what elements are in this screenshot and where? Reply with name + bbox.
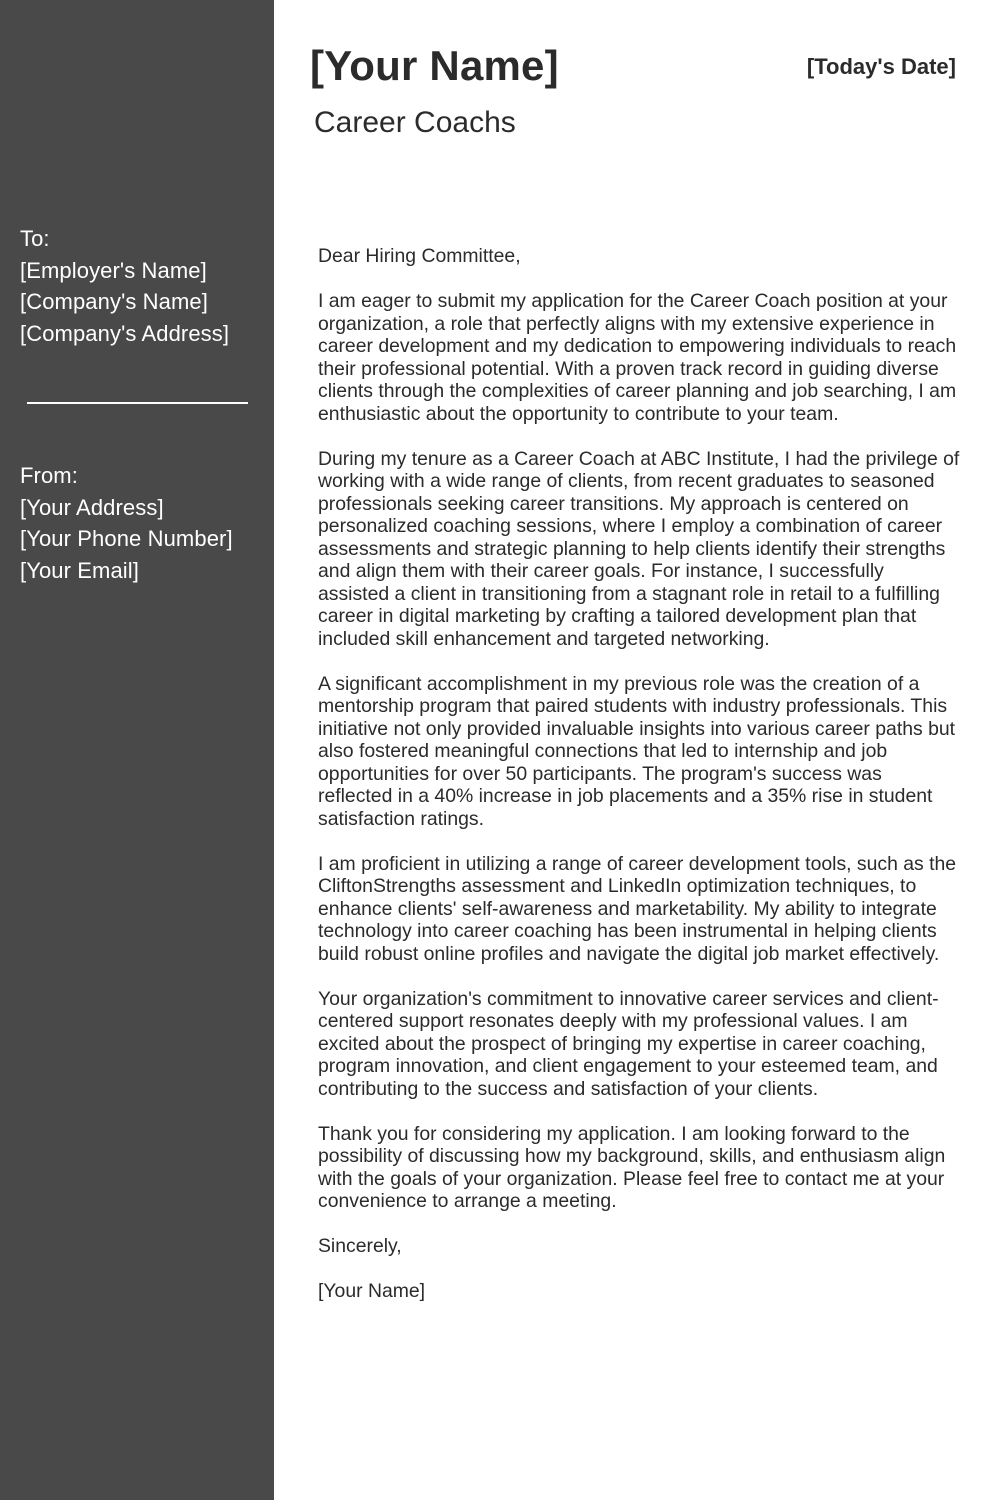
applicant-name: [Your Name] (310, 42, 559, 89)
company-name: [Company's Name] (20, 289, 208, 314)
sender-phone: [Your Phone Number] (20, 526, 233, 551)
paragraph-accomplishment: A significant accomplishment in my previous role was the creation of a mentorship program that paired students with industry professionals. This initiative not only provided invaluable insights into various career paths but also fostered meaningful connections that led to internship and job opportunities for over 50 participants. The program's success was reflected in a 40% increase in job placements and a 35% rise in student satisfaction ratings. (318, 672, 956, 830)
company-address: [Company's Address] (20, 320, 230, 346)
recipient-block (20, 223, 229, 349)
signature: [Your Name] (318, 1280, 426, 1302)
from-label: From: (20, 463, 78, 488)
sender-block (20, 460, 233, 586)
job-title: Career Coachs (314, 106, 516, 139)
sender-email: [Your Email] (20, 557, 139, 583)
sidebar-divider (27, 402, 248, 404)
salutation: Dear Hiring Committee, (318, 245, 521, 267)
sender-address: [Your Address] (20, 494, 164, 520)
paragraph-intro: I am eager to submit my application for the Career Coach position at your organization, a role that perfectly aligns with my extensive experience in career development and my dedication to empowering individuals to reach their professional potential. With a proven track record in guiding diverse clients through the complexities of career planning and job searching, I am enthusiastic about the opportunity to contribute to your team. (318, 290, 957, 425)
to-label: To: (20, 226, 50, 251)
paragraph-experience: During my tenure as a Career Coach at ABC Institute, I had the privilege of working with a wide range of clients, from recent graduates to seasoned professionals seeking career transitions. My approach is centered on personalized coaching sessions, where I employ a combination of career assessments and strategic planning to help clients identify their strengths and align them with their career goals. For instance, I successfully assisted a client in transitioning from a stagnant role in retail to a fulfilling career in digital marketing by crafting a tailored development plan that included skill enhancement and targeted networking. (318, 447, 960, 650)
employer-name: [Employer's Name] (20, 257, 207, 283)
closing: Sincerely, (318, 1235, 402, 1257)
paragraph-closing: Thank you for considering my application. I am looking forward to the possibility of discussing how my background, skills, and enthusiasm align with the goals of your organization. Please feel free to contact me at your convenience to arrange a meeting. (318, 1122, 946, 1212)
letter-body (318, 245, 960, 1325)
paragraph-motivation: Your organization's commitment to innovative career services and client-centered support resonates deeply with my professional values. I am excited about the prospect of bringing my expertise in career coaching, program innovation, and client engagement to your esteemed team, and contributing to the success and satisfaction of your clients. (318, 987, 939, 1100)
paragraph-skills: I am proficient in utilizing a range of career development tools, such as the CliftonStrengths assessment and LinkedIn optimization techniques, to enhance clients' self-awareness and marketability. My ability to integrate technology into career coaching has been instrumental in helping clients build robust online profiles and navigate the digital job market effectively. (318, 852, 957, 965)
sidebar (0, 0, 274, 1500)
letter-date: [Today's Date] (806, 54, 956, 79)
